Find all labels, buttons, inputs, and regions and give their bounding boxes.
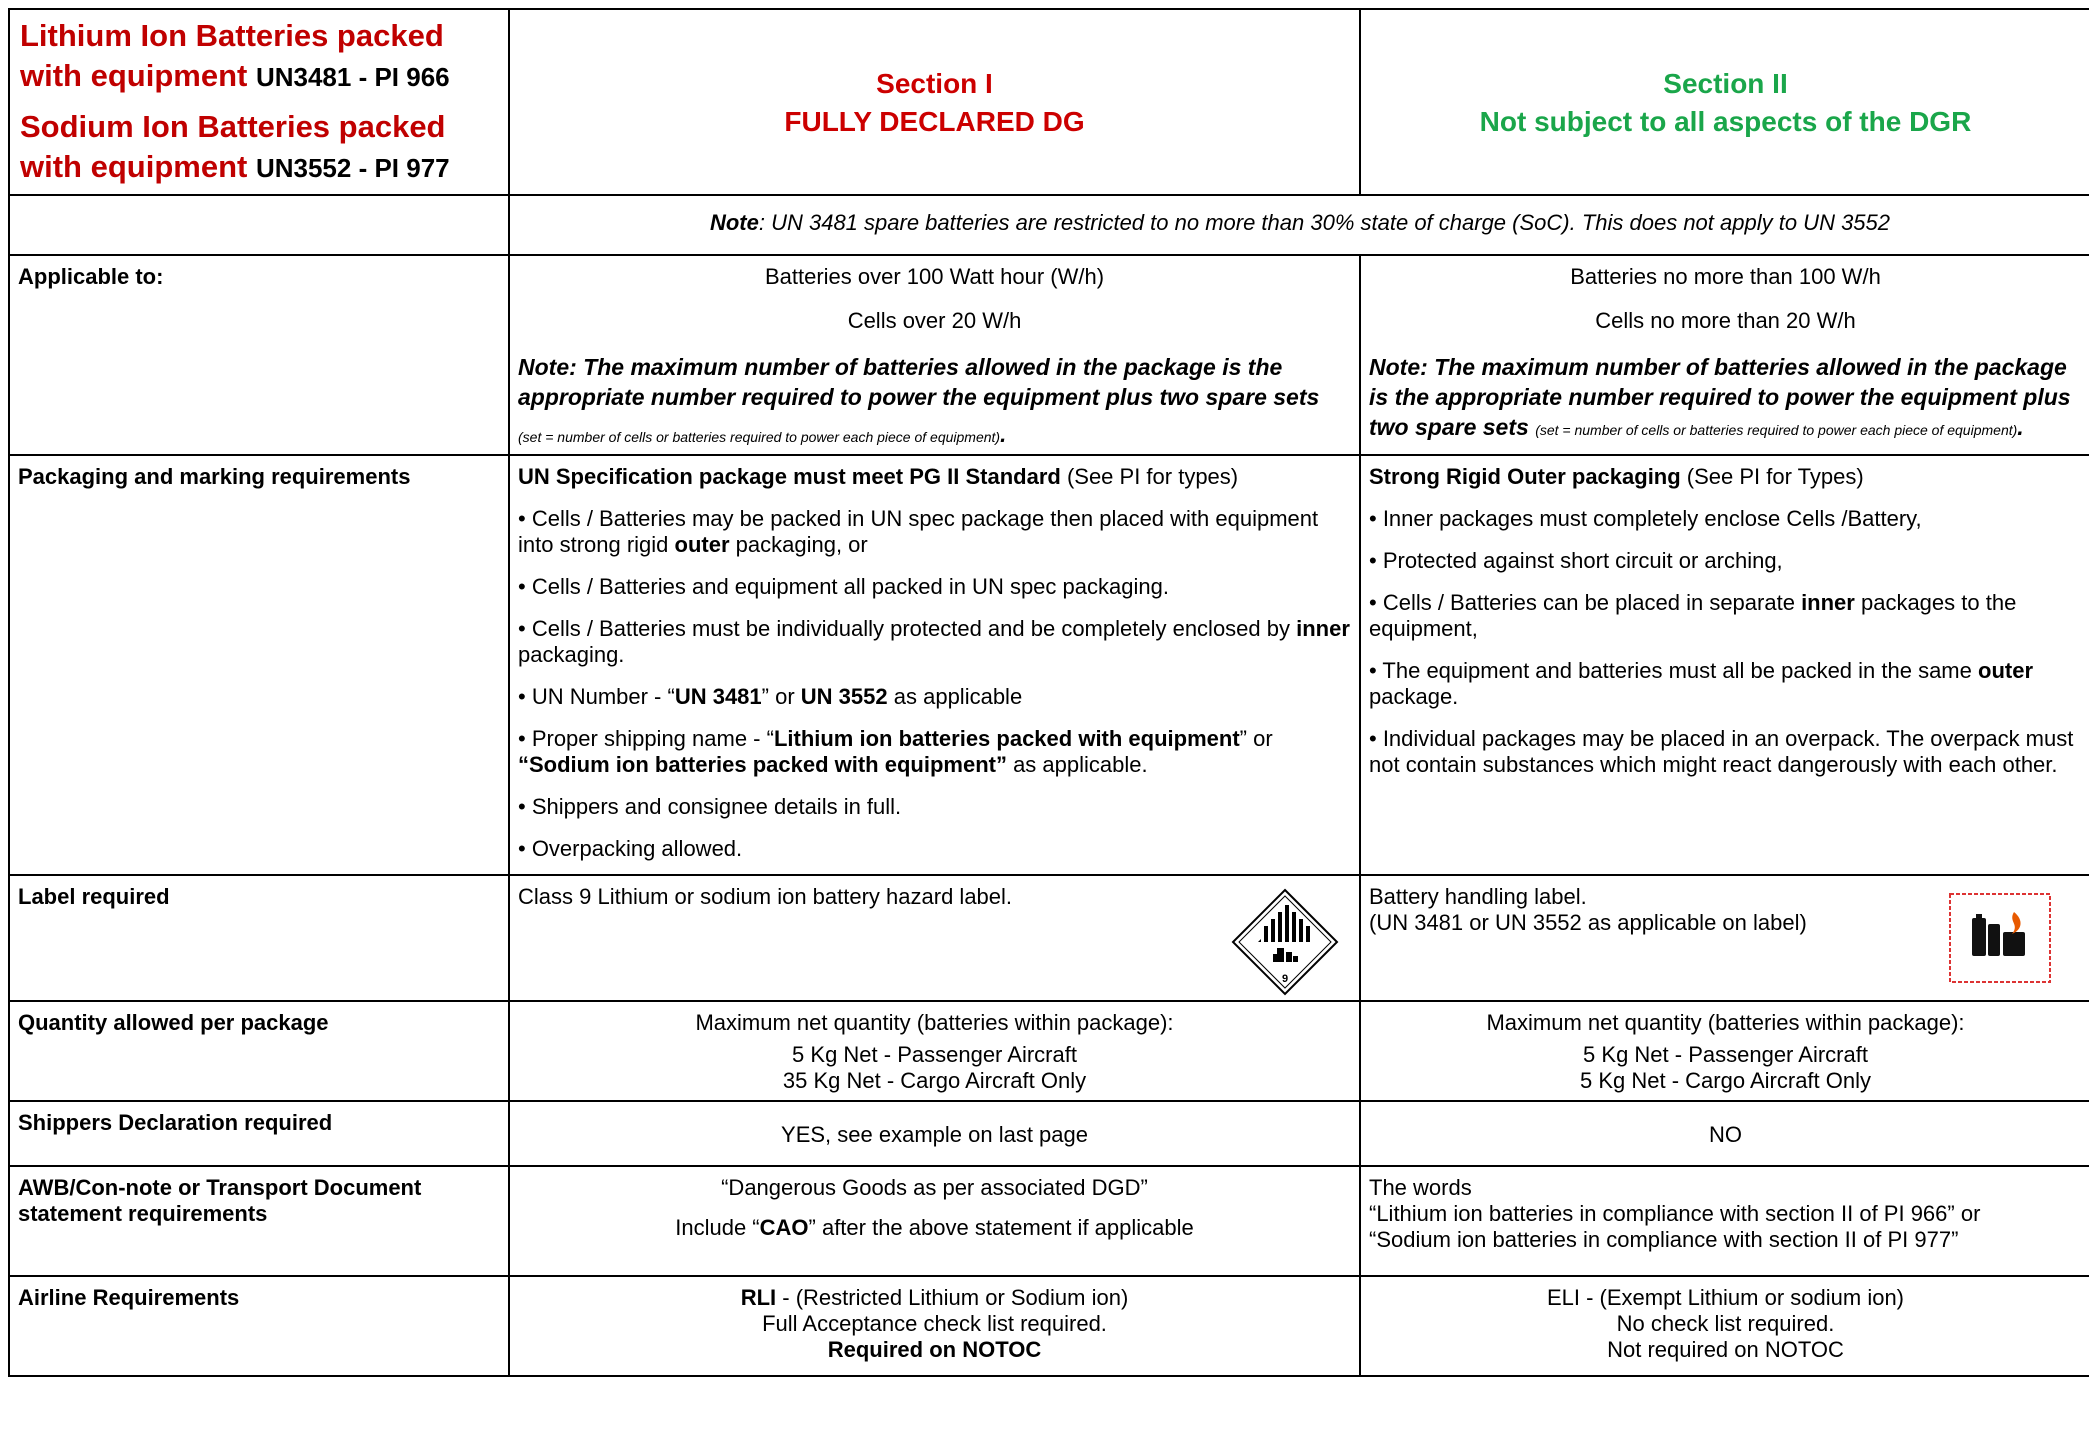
label-row (9, 875, 2089, 1001)
sodium-title: Sodium Ion Batteries packed with equipment UN3552 - PI 977 (20, 109, 450, 184)
applicable-section-1: Batteries over 100 Watt hour (W/h) Cells over 20 W/h Note: The maximum number of batteries allowed in the package is the appropriate number required to power the equipment plus two spare sets (set = number of cells or batteries required to power each piece of equipment). (509, 255, 1360, 455)
lithium-title: Lithium Ion Batteries packed with equipment UN3481 - PI 966 (20, 18, 450, 93)
shippers-section-1: YES, see example on last page (509, 1101, 1360, 1166)
label-required-label: Label required (9, 875, 509, 1001)
packaging-section-2: Strong Rigid Outer packaging (See PI for Types) • Inner packages must completely enclose Cells /Battery, • Protected against short circuit or arching, • Cells / Batteries can be placed in separate inner packages to the equipment, • The equipment and batteries must all be packed in the same outer package. • Individual packages may be placed in an overpack. The overpack must not contain substances which might react dangerously with each other. (1360, 455, 2089, 875)
applicable-section-2: Batteries no more than 100 W/h Cells no more than 20 W/h Note: The maximum number of batteries allowed in the package is the appropriate number required to power the equipment plus two spare sets (set = number of cells or batteries required to power each piece of equipment). (1360, 255, 2089, 455)
packaging-section-1: UN Specification package must meet PG II Standard (See PI for types) • Cells / Batteries may be packed in UN spec package then placed with equipment into strong rigid outer packaging, or • Cells / Batteries and equipment all packed in UN spec packaging. • Cells / Batteries must be individually protected and be completely enclosed by inner packaging. • UN Number - “UN 3481” or UN 3552 as applicable • Proper shipping name - “Lithium ion batteries packed with equipment” or “Sodium ion batteries packed with equipment” as applicable. • Shippers and consignee details in full. • Overpacking allowed. (509, 455, 1360, 875)
document-title-cell (9, 9, 509, 195)
battery-requirements-table (8, 8, 2089, 1377)
quantity-row (9, 1001, 2089, 1101)
section-2-header: Section II Not subject to all aspects of the DGR (1360, 9, 2089, 195)
airline-label: Airline Requirements (9, 1276, 509, 1376)
shippers-section-2: NO (1360, 1101, 2089, 1166)
shippers-row (9, 1101, 2089, 1166)
note-row-empty-cell (9, 195, 509, 255)
section-1-header: Section I FULLY DECLARED DG (509, 9, 1360, 195)
class-9-hazard-label-icon (1231, 888, 1339, 996)
awb-row (9, 1166, 2089, 1276)
awb-section-1: “Dangerous Goods as per associated DGD” Include “CAO” after the above statement if applicable (509, 1166, 1360, 1276)
airline-section-2: ELI - (Exempt Lithium or sodium ion) No check list required. Not required on NOTOC (1360, 1276, 2089, 1376)
applicable-row (9, 255, 2089, 455)
awb-section-2: The words “Lithium ion batteries in compliance with section II of PI 966” or “Sodium ion batteries in compliance with section II of PI 977” (1360, 1166, 2089, 1276)
packaging-row (9, 455, 2089, 875)
airline-section-1: RLI - (Restricted Lithium or Sodium ion) Full Acceptance check list required. Required on NOTOC (509, 1276, 1360, 1376)
quantity-label: Quantity allowed per package (9, 1001, 509, 1101)
battery-handling-label-icon (1948, 892, 2052, 984)
shippers-label: Shippers Declaration required (9, 1101, 509, 1166)
airline-row (9, 1276, 2089, 1376)
svg-text:9: 9 (1281, 973, 1289, 985)
header-row (9, 9, 2089, 195)
applicable-label: Applicable to: (9, 255, 509, 455)
note-row (9, 195, 2089, 255)
label-section-2: Battery handling label. (UN 3481 or UN 3552 as applicable on label) (1360, 875, 2089, 1001)
label-section-1: Class 9 Lithium or sodium ion battery hazard label. 9 (509, 875, 1360, 1001)
packaging-label: Packaging and marking requirements (9, 455, 509, 875)
quantity-section-1: Maximum net quantity (batteries within package): 5 Kg Net - Passenger Aircraft 35 Kg Net - Cargo Aircraft Only (509, 1001, 1360, 1101)
soc-note: Note: UN 3481 spare batteries are restricted to no more than 30% state of charge (SoC). This does not apply to UN 3552 (509, 195, 2089, 255)
awb-label: AWB/Con-note or Transport Document statement requirements (9, 1166, 509, 1276)
quantity-section-2: Maximum net quantity (batteries within package): 5 Kg Net - Passenger Aircraft 5 Kg Net - Cargo Aircraft Only (1360, 1001, 2089, 1101)
